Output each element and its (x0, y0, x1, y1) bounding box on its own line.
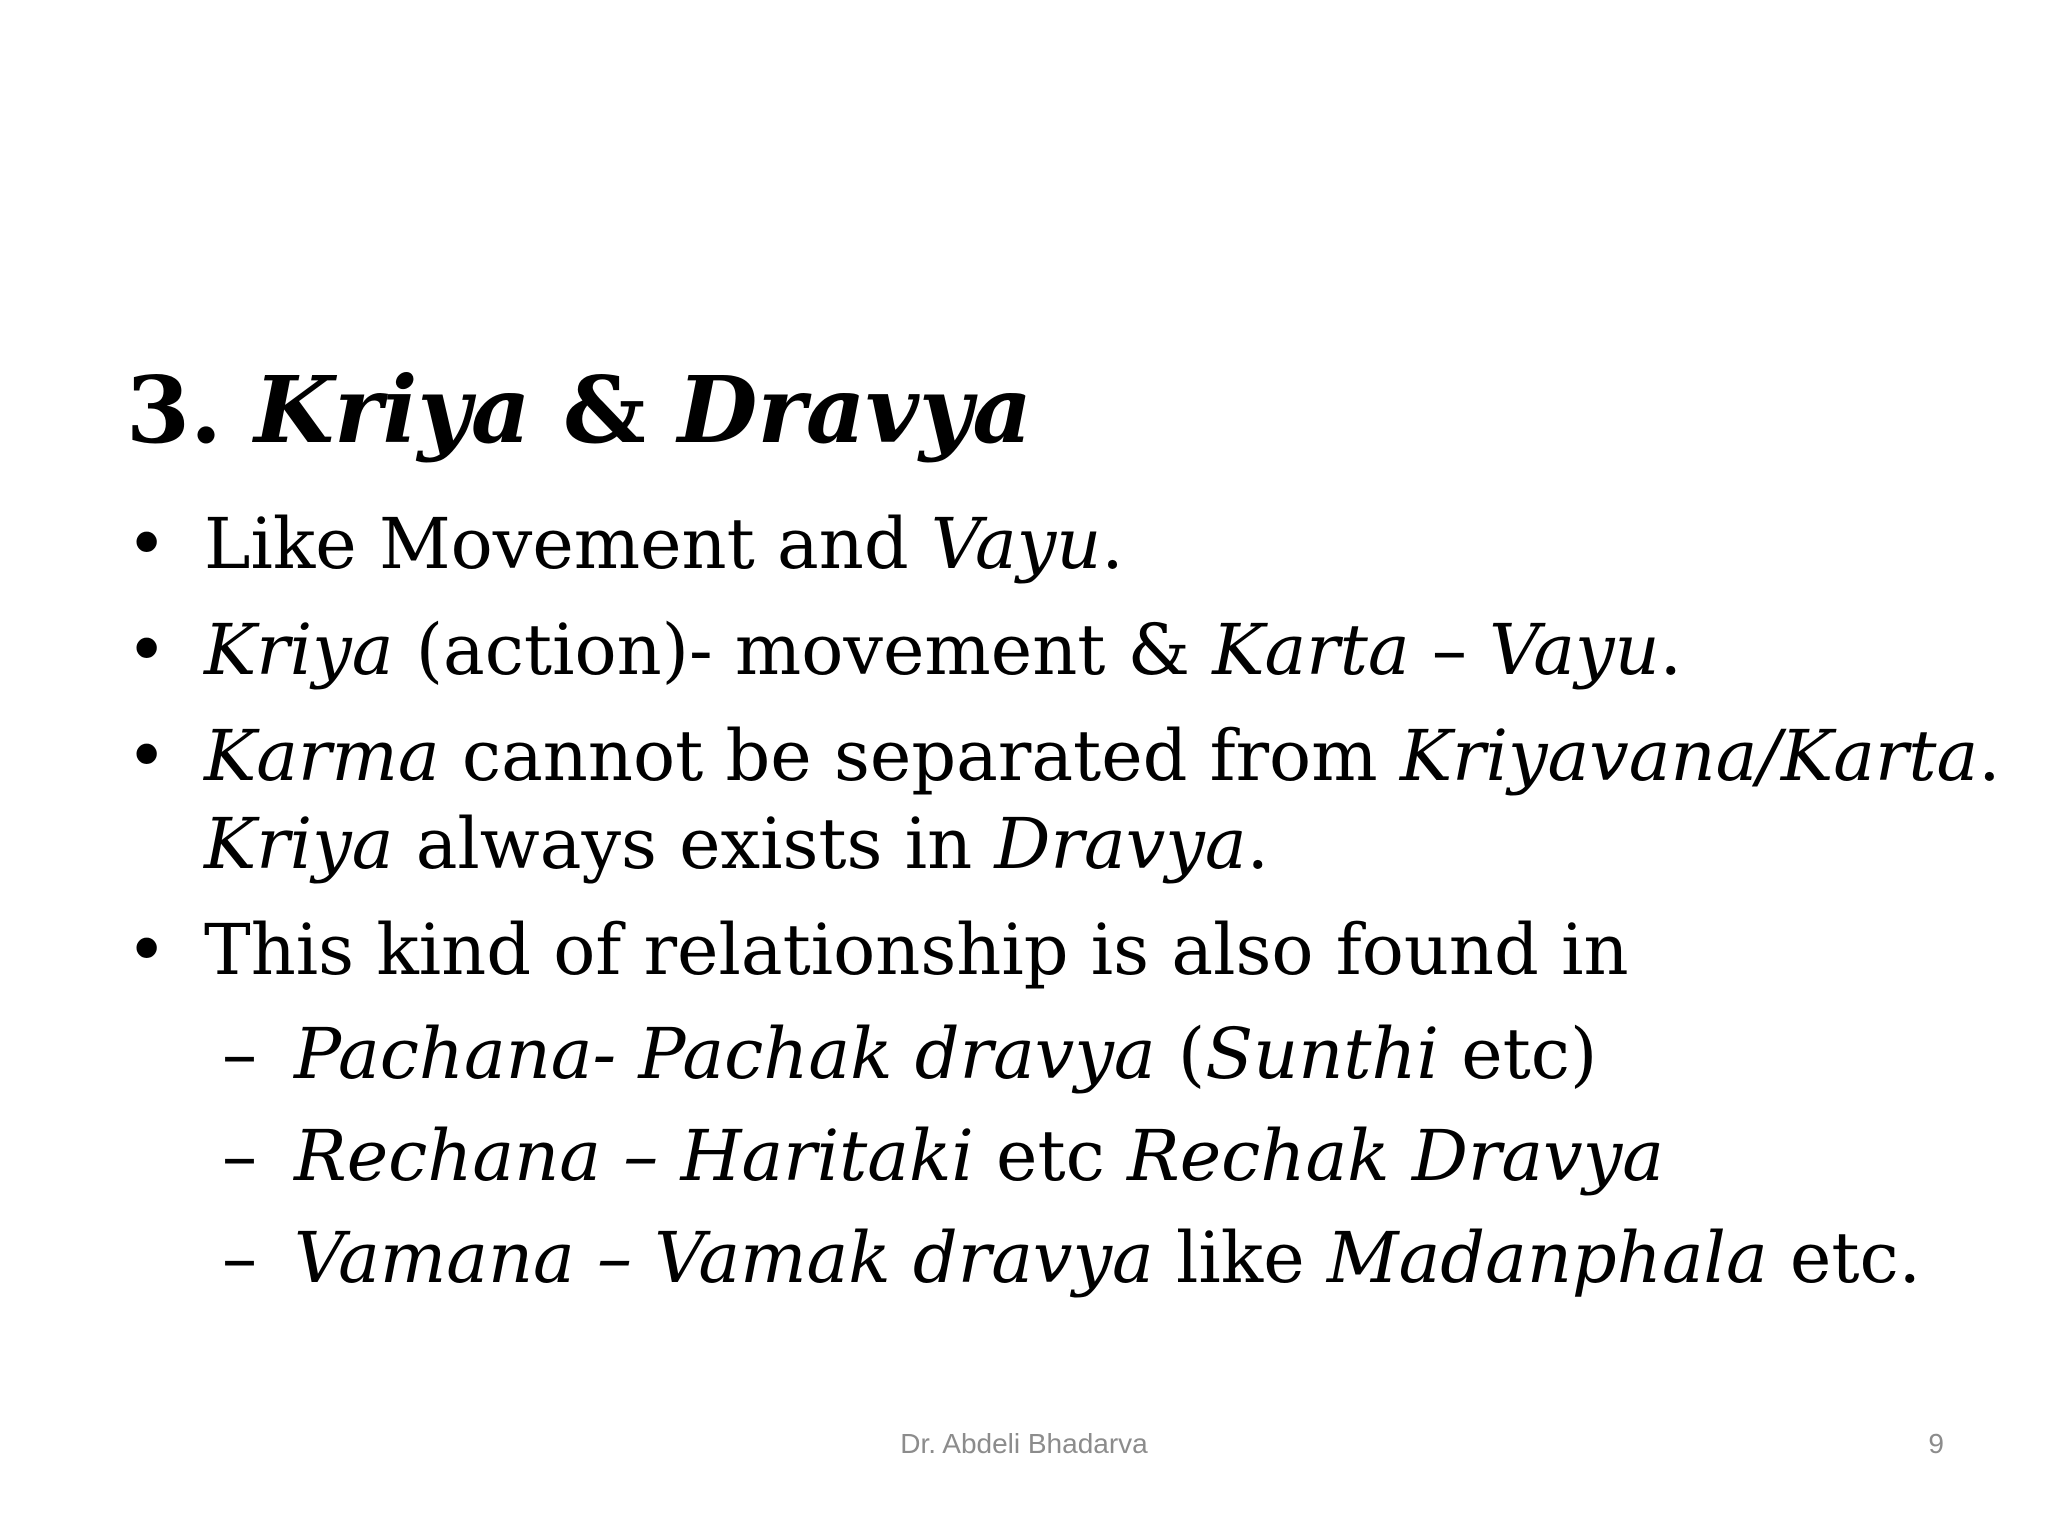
page-number: 9 (1928, 1428, 1944, 1459)
text: Like Movement and (204, 503, 931, 585)
sub-dash: – (222, 1217, 257, 1299)
italic-term: Kriya (204, 803, 394, 885)
italic-term: Karma (204, 715, 440, 797)
text: (action)- movement & (393, 609, 1213, 691)
bullet-item-4 (126, 906, 1986, 994)
text: like (1153, 1217, 1327, 1299)
text: etc (973, 1115, 1128, 1197)
slide-body (126, 500, 2001, 1318)
title-kriya: Kriya (254, 356, 531, 464)
text: ( (1155, 1013, 1206, 1095)
bullet-line-1 (204, 712, 2001, 800)
text: always exists in (393, 803, 995, 885)
footer-author: Dr. Abdeli Bhadarva (900, 1428, 1148, 1459)
title-dravya: Dravya (677, 356, 1033, 464)
italic-term: Madanphala (1326, 1217, 1768, 1299)
sub-dash: – (222, 1013, 257, 1095)
italic-term: Dravya (994, 803, 1247, 885)
italic-term: Pachana- Pachak dravya (294, 1013, 1156, 1095)
text: etc) (1438, 1013, 1598, 1095)
sub-dash: – (222, 1115, 257, 1197)
bullet-item-3 (126, 712, 2001, 888)
title-ampersand: & (562, 356, 646, 464)
italic-term: Rechak Dravya (1127, 1115, 1664, 1197)
italic-term: Kriyavana/Karta (1399, 715, 1979, 797)
italic-term: Karta (1212, 609, 1410, 691)
text: . (1101, 503, 1124, 585)
italic-term: Vayu (1489, 609, 1660, 691)
title-number: 3. (126, 356, 223, 464)
bullet-item-2 (126, 606, 1986, 694)
slide-title (126, 356, 1033, 464)
bullet-dot: • (126, 715, 168, 797)
italic-term: Vayu (930, 503, 1102, 585)
text: etc. (1767, 1217, 1921, 1299)
text: . (1246, 803, 1269, 885)
sub-item-2 (126, 1114, 1986, 1198)
italic-term: Vamana – Vamak dravya (294, 1217, 1154, 1299)
sub-item-1 (126, 1012, 1986, 1096)
text: . (1659, 609, 1682, 691)
italic-term: Kriya (204, 609, 394, 691)
bullet-item-1 (126, 500, 1986, 588)
text: . (1978, 715, 2001, 797)
bullet-dot: • (126, 503, 168, 585)
italic-term: Rechana – Haritaki (294, 1115, 974, 1197)
bullet-dot: • (126, 609, 168, 691)
bullet-line-2 (204, 800, 1986, 888)
italic-term: Sunthi (1205, 1013, 1439, 1095)
text: – (1409, 609, 1490, 691)
bullet-dot: • (126, 909, 168, 991)
text: cannot be separated from (439, 715, 1400, 797)
text: This kind of relationship is also found in (204, 909, 1629, 991)
sub-item-3 (126, 1216, 1986, 1300)
